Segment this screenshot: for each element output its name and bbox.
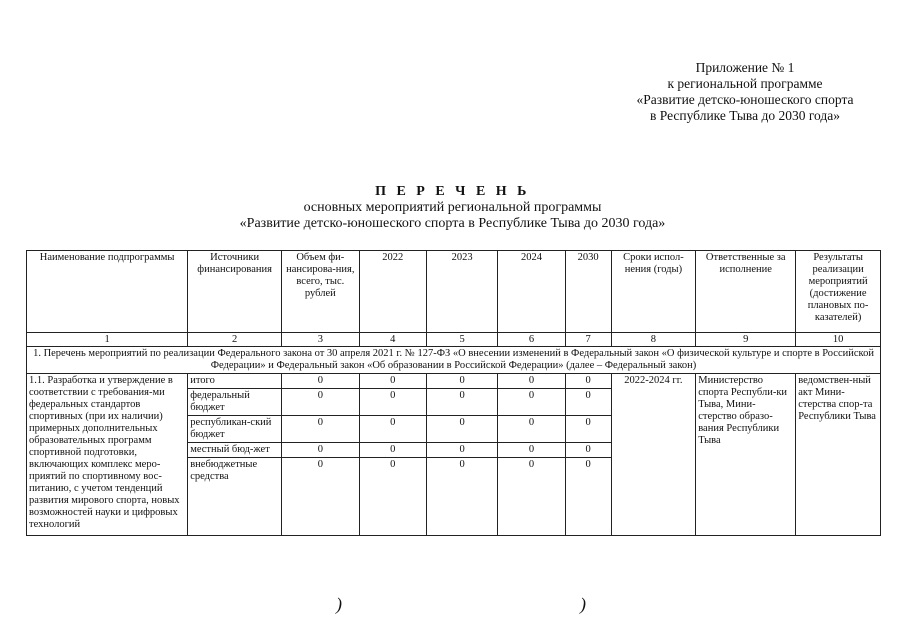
value-2023: 0 [426,416,497,443]
column-number: 3 [282,333,360,347]
funding-source: местный бюд-жет [188,443,282,458]
title-line-1: основных мероприятий региональной программы [303,200,602,215]
title-line-2: «Развитие детско-юношеского спорта в Республике Тыва до 2030 года» [239,216,666,231]
item-term: 2022-2024 гг. [611,374,696,536]
header-cell: 2024 [498,251,565,333]
value-2023: 0 [426,458,497,536]
column-number: 9 [696,333,796,347]
table-row [27,374,881,389]
value-2030: 0 [565,416,611,443]
column-number: 6 [498,333,565,347]
column-number-row [27,333,881,347]
annex-line-3: «Развитие детско-юношеского спорта [636,92,854,107]
annex-line-1: Приложение № 1 [695,60,795,75]
header-cell: Ответственные за исполнение [696,251,796,333]
value-2022: 0 [359,389,426,416]
funding-source: внебюджетные средства [188,458,282,536]
value-2030: 0 [565,374,611,389]
column-number: 8 [611,333,696,347]
value-total: 0 [282,389,360,416]
value-2024: 0 [498,389,565,416]
column-number: 7 [565,333,611,347]
funding-source: федеральный бюджет [188,389,282,416]
scan-mark-right: ) [580,594,586,614]
value-2022: 0 [359,443,426,458]
column-number: 4 [359,333,426,347]
annex-line-4: в Республике Тыва до 2030 года» [649,108,841,123]
value-total: 0 [282,443,360,458]
header-cell: 2023 [426,251,497,333]
value-2023: 0 [426,374,497,389]
value-2030: 0 [565,389,611,416]
column-number: 5 [426,333,497,347]
value-2023: 0 [426,443,497,458]
header-cell: Сроки испол-нения (годы) [611,251,696,333]
value-total: 0 [282,458,360,536]
header-cell: Наименование подпрограммы [27,251,188,333]
title-heading: П Е Р Е Ч Е Н Ь [375,184,530,199]
item-name: 1.1. Разработка и утверждение в соответствии с требования-ми федеральных стандартов спортивных (при их наличии) примерных дополнительных образовательных программ спортивной подготовки, включающих комплекс меро-приятий по спортивному вос-питанию, с учетом тенденций развития мирового спорта, новых возможностей науки и цифровых технологий [27,374,188,536]
measures-table [26,250,881,536]
value-2024: 0 [498,458,565,536]
header-row [27,251,881,333]
value-2030: 0 [565,458,611,536]
scan-mark-left: ) [336,594,342,614]
column-number: 10 [796,333,881,347]
value-2024: 0 [498,374,565,389]
item-responsible: Министерство спорта Республи-ки Тыва, Мини-стерство образо-вания Республики Тыва [696,374,796,536]
header-cell: Источники финансирования [188,251,282,333]
annex-line-2: к региональной программе [667,76,823,91]
header-cell: 2030 [565,251,611,333]
header-cell: Объем фи-нансирова-ния, всего, тыс. рублей [282,251,360,333]
value-2022: 0 [359,374,426,389]
column-number: 2 [188,333,282,347]
funding-source: республикан-ский бюджет [188,416,282,443]
column-number: 1 [27,333,188,347]
value-2022: 0 [359,458,426,536]
value-total: 0 [282,416,360,443]
value-total: 0 [282,374,360,389]
header-cell: Результаты реализации мероприятий (достижение плановых по-казателей) [796,251,881,333]
funding-source: итого [188,374,282,389]
annex-block [610,60,880,124]
header-cell: 2022 [359,251,426,333]
section-title: 1. Перечень мероприятий по реализации Федерального закона от 30 апреля 2021 г. № 127-ФЗ «О внесении изменений в Федеральный закон «О физической культуре и спорте в Российской Федерации» и Федеральный закон «Об образовании в Российской Федерации» (далее – Федеральный закон) [27,347,881,374]
value-2023: 0 [426,389,497,416]
section-row [27,347,881,374]
document-title [0,183,905,232]
value-2024: 0 [498,416,565,443]
item-result: ведомствен-ный акт Мини-стерства спор-та Республики Тыва [796,374,881,536]
value-2030: 0 [565,443,611,458]
value-2024: 0 [498,443,565,458]
value-2022: 0 [359,416,426,443]
